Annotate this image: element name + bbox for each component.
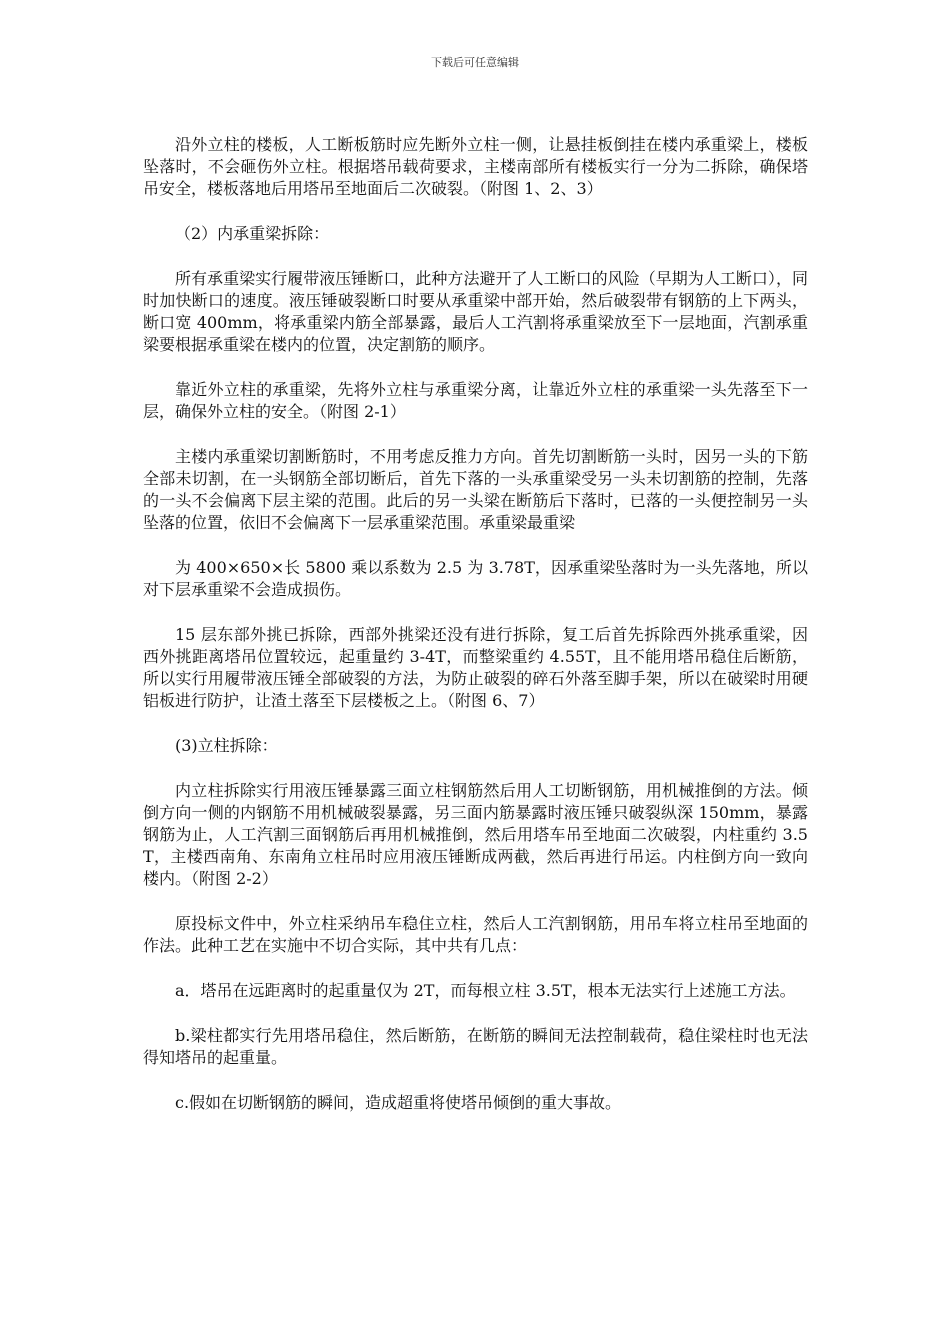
page-header: 下载后可任意编辑 xyxy=(431,56,519,69)
paragraph-cutting-order: 主楼内承重梁切割断筋时，不用考虑反推力方向。首先切割断筋一头时，因另一头的下筋全部未切割，在一头钢筋全部切断后，首先下落的一头承重梁受另一头未切割筋的控制，先落的一头不会偏离下层主梁的范围。此后的另一头梁在断筋后下落时，已落的一头便控制另一头坠落的位置，依旧不会偏离下一层承重梁范围。承重梁最重梁 xyxy=(143,447,808,532)
paragraph-beam-weight: 为 400×650×长 5800 乘以系数为 2.5 为 3.78T，因承重梁坠落时为一头先落地，所以对下层承重梁不会造成损伤。 xyxy=(143,558,808,599)
paragraph-inner-column: 内立柱拆除实行用液压锤暴露三面立柱钢筋然后用人工切断钢筋，用机械推倒的方法。倾倒方向一侧的内钢筋不用机械破裂暴露，另三面内筋暴露时液压锤只破裂纵深 150mm，暴露钢筋为止，人工汽割三面钢筋后再用机械推倒，然后用塔车吊至地面二次破裂，内柱重约 3.5T，主楼西南角、东南角立柱吊时应用液压锤断成两截，然后再进行吊运。内柱倒方向一致向楼内。（附图 2-2） xyxy=(143,781,808,888)
paragraph-floor-slab: 沿外立柱的楼板，人工断板筋时应先断外立柱一侧，让悬挂板倒挂在楼内承重梁上，楼板坠落时，不会砸伤外立柱。根据塔吊载荷要求，主楼南部所有楼板实行一分为二拆除，确保塔吊安全，楼板落地后用塔吊至地面后二次破裂。（附图 1、2、3） xyxy=(143,135,808,198)
paragraph-beam-near-column: 靠近外立柱的承重梁，先将外立柱与承重梁分离，让靠近外立柱的承重梁一头先落至下一层，确保外立柱的安全。（附图 2-1） xyxy=(143,380,808,421)
list-item-b: b.梁柱都实行先用塔吊稳住，然后断筋，在断筋的瞬间无法控制载荷，稳住梁柱时也无法得知塔吊的起重量。 xyxy=(143,1026,808,1067)
section-heading-inner-beam: （2）内承重梁拆除： xyxy=(175,224,330,243)
list-item-c: c.假如在切断钢筋的瞬间，造成超重将使塔吊倾倒的重大事故。 xyxy=(175,1093,622,1112)
list-item-a: a．塔吊在远距离时的起重量仅为 2T，而每根立柱 3.5T，根本无法实行上述施工方法。 xyxy=(175,981,796,1000)
document-body xyxy=(143,134,808,1137)
section-heading-column: (3)立柱拆除： xyxy=(175,736,278,755)
paragraph-hydraulic-breaking: 所有承重梁实行履带液压锤断口，此种方法避开了人工断口的风险（早期为人工断口），同时加快断口的速度。液压锤破裂断口时要从承重梁中部开始，然后破裂带有钢筋的上下两头，断口宽 400mm，将承重梁内筋全部暴露，最后人工汽割将承重梁放至下一层地面，汽割承重梁要根据承重梁在楼内的位置，决定割筋的顺序。 xyxy=(143,269,808,354)
paragraph-original-bid: 原投标文件中，外立柱采纳吊车稳住立柱，然后人工汽割钢筋，用吊车将立柱吊至地面的作法。此种工艺在实施中不切合实际，其中共有几点： xyxy=(143,914,808,955)
paragraph-west-cantilever: 15 层东部外挑已拆除，西部外挑梁还没有进行拆除，复工后首先拆除西外挑承重梁，因西外挑距离塔吊位置较远，起重量约 3-4T，而整梁重约 4.55T，且不能用塔吊稳住后断筋，所以实行用履带液压锤全部破裂的方法，为防止破裂的碎石外落至脚手架，所以在破梁时用硬铝板进行防护，让渣土落至下层楼板之上。（附图 6、7） xyxy=(143,625,808,710)
